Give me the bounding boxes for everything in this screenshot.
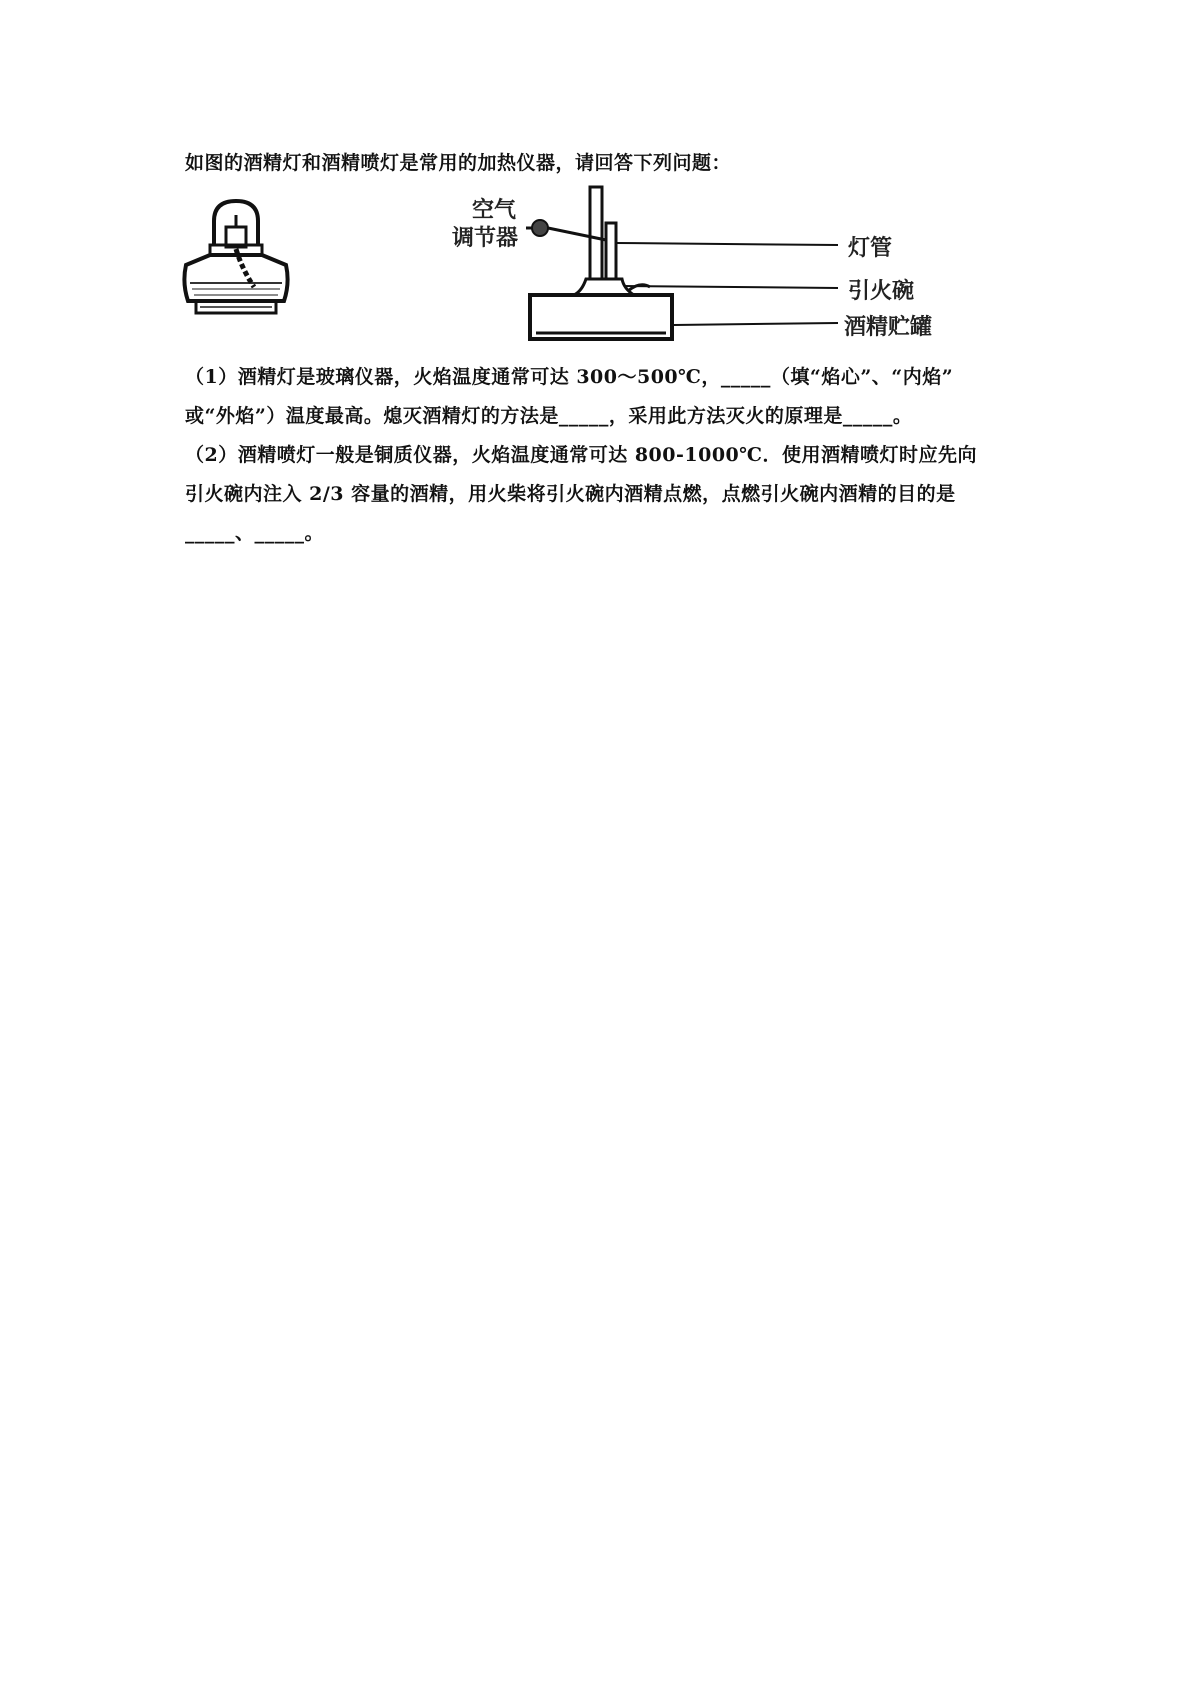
part2-line2: 引火碗内注入 2/3 容量的酒精，用火柴将引火碗内酒精点燃，点燃引火碗内酒精的目的是: [185, 483, 956, 505]
question-part-2: [185, 436, 1035, 553]
label-ignition-bowl: 引火碗: [848, 279, 915, 304]
part2-line3: _____、_____。: [185, 522, 325, 544]
part1-line2: 或“外焰”）温度最高。熄灭酒精灯的方法是_____，采用此方法灭火的原理是_____。: [185, 405, 913, 427]
label-air-regulator-line2: 调节器: [452, 226, 519, 251]
label-air-regulator-line1: 空气: [472, 198, 517, 223]
question-intro: 如图的酒精灯和酒精喷灯是常用的加热仪器，请回答下列问题：: [185, 152, 732, 174]
part1-line1: （1）酒精灯是玻璃仪器，火焰温度通常可达 300～500℃，_____（填“焰心”、“内焰”: [185, 366, 954, 388]
alcohol-lamp-drawing: [180, 183, 300, 333]
part2-line1: （2）酒精喷灯一般是铜质仪器，火焰温度通常可达 800-1000℃．使用酒精喷灯时应先向: [185, 444, 978, 466]
label-alcohol-tank: 酒精贮罐: [844, 315, 933, 340]
question-part-1: [185, 358, 1035, 436]
alcohol-blowtorch-drawing: [360, 183, 880, 353]
apparatus-figure: [180, 183, 933, 353]
label-lamp-tube: 灯管: [848, 236, 893, 261]
